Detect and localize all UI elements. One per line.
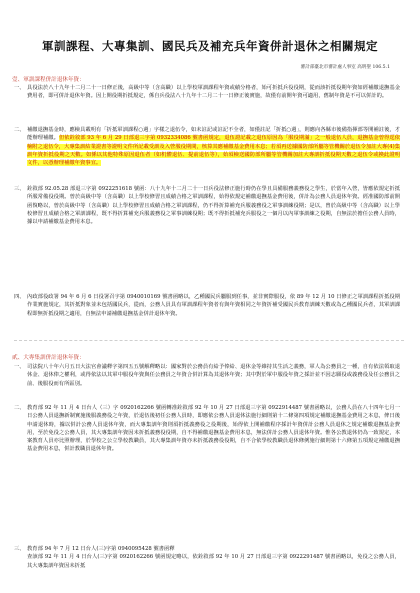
item-number: 三、 [14,546,25,552]
section-2-item-1 [14,363,400,388]
item-text: 司法院八十年六月五日大法官會議釋字第四五五號解釋略以：國家對於公務員有給予俸給、退休金等維持其生活之義務，軍人為公務員之一種，自有依法領取退休金、退休俸之權利，或得依法以其軍中服役年資與任公務員之年資合併計算為其退休年資；其中對於軍中服役年資之採計並不因志願役或義務役及任公務員之前、後服役而有所區別。 [27,364,400,387]
item-number: 一、 [14,364,25,370]
section-2-item-2 [14,404,400,454]
item-number: 四、 [14,294,25,300]
item-text: 銓敘部 92.05.28 部退三字第 0922251618 號函：八十九年十二月二十一日兵役法修正施行時仍在學且具備服務義務役之學生，於當年入營，皆應依規定折抵所服常備役役期。曾於高級中等（含高職）以上學校修習且成績合格之軍訓課程，始得依規定補繳退撫基金費用後，併計為公務人員退休年資。經准國防部前開函復略以，曾於高級中等（含高職）以上學校修習且成績合格之軍訓課程，仍不得折算補充兵服義務役之軍事訓練役期；是以，曾於高級中等（含高職）以上學校修習且成績合格之軍訓課程，既不得折算補充兵服義務役之軍事訓練役期；既不得折抵補充兵服役之一個月以內軍事訓練之役期，自無法於擔任公務人員時，據以申請補繳基金費用本息。 [27,186,400,226]
section-1-item-2 [14,126,400,167]
document-source: 審計部臺北市審計處人事室 高明聖 106.5.1 [300,65,390,70]
section-2-item-3 [14,545,400,570]
item-text: 具役法於八十九年十二月二十一日修正後，高級中等（含高職）以上學校軍訓課程年資或績分格者，始可折抵兵役役期，從而該折抵役期年資如經補繳退撫基金費用者，即可併計退休年資。因上開役期折抵規定，係自兵役法八十九年十二月二十一日修正後實施，故僅有前開年資可適用，舊制年資是不可以併計的。 [27,85,400,100]
item-text-plain: 補繳退撫基金時，應檢具載明有「折抵軍訓課程○週」字樣之退伍令，如未註記或註記不全者，如僅註記「折抵○週」，則應向各縣市後備指揮部等開補註後，才能辦理補繳。 [27,127,400,142]
section-2-heading: 貳、大專集訓併計退休年資： [12,355,85,361]
item-number: 二、 [14,127,25,133]
document-title: 軍訓課程、大專集訓、國民兵及補充兵年資併計退休之相關規定 [42,39,378,53]
item-number: 一、 [14,85,25,91]
highlighted-text: 但依銓敘部 93 年 6 月 29 日部退三字第 0932334086 號書函規定，退伍證記載之退伍原因為「服役期滿」之一般退伍人員，退撫基金曾得逕依檢附之退伍令，大專集訓結業證書等證明文件所記載受訓及入營服役期間，核算其應補繳基金費用本息；若須再送據國防部所屬等管機關於退伍令加註大專(4)集訓年資折抵役期之天數。如係以其他特殊原因退伍者（如机體退伍、提前退伍等），始須檢送國防部所屬等管機關加註大專訓折抵役期天數之退伍令或換此證明文件，以憑辦理補繳年資事宜。 [27,135,400,167]
item-text: 內政部役政署 94 年 6 月 6 日役署召字第 0940010169 號書函略以，乙種國民兵屬服到任事，並非實際服役，依 89 年 12 月 10 日修正之軍訓課程折抵役期作業實施規定，其折抵對象並未包括國民兵，從而，公務人員具有軍訓課程年資者有與年資相同之年資折補受國民兵教育訓練天數或為乙種國民兵者，其軍訓課程即無折抵役期之適用，自無法申請補繳退撫基金併計退休年資。 [27,294,400,317]
item-text: 教育部 94 年 7 月 12 日台人(三)字第 0940095428 號書函釋 查該部 92 年 11 月 4 日台人(三)字第 0920162266 號函規定略以，依銓敘部 92 年 10 月 27 日部退三字第 0922291487 號書函略以，免役之公務人員，其大專集訓年資因未折抵 [27,546,400,569]
item-number: 三、 [14,186,25,192]
section-1-heading: 壹、軍訓課程併計退休年資： [12,77,85,83]
item-text [27,126,400,167]
section-1-item-3 [14,185,400,226]
section-1-item-1 [14,84,400,101]
section-divider [14,340,404,341]
item-number: 二、 [14,405,25,411]
section-1-item-4 [14,293,400,318]
item-text: 教育部 92 年 11 月 4 日台人（三）字 0920162266 號函轉准銓敘部 92 年 10 月 27 日部退三字第 0922914487 號書函略以，公務人員在八十四年七月一日公務人員退撫新制實施後服義務役之年資，於退伍後初任公務人員時，即應依公務人員退休法施行細則第十二條第四項規定補繳退撫基金費用之本息，俾日後申請退休時，據以併計公務人員退休年資，而大專集訓年資則須折抵義務役之役期後，始得依上開補繳程序採計年資併計公務人員退休之規定補繳退撫基金費用，至於免役之公務人員，其大專集訓年資因未折抵義務役役期，自不得補繳退撫基金費用本息，無法併計公務人員退休年資。惟各公教退休仍為一致規定，本案教育人員亦比照辦理，於學校之公立學校教職員，其大專集訓年資亦未折抵義務役役期，自不合依學校教職員退休條例施行細則第十六條第五項規定補繳退撫基金費用本息，併計教職員退休年資。 [27,405,400,453]
